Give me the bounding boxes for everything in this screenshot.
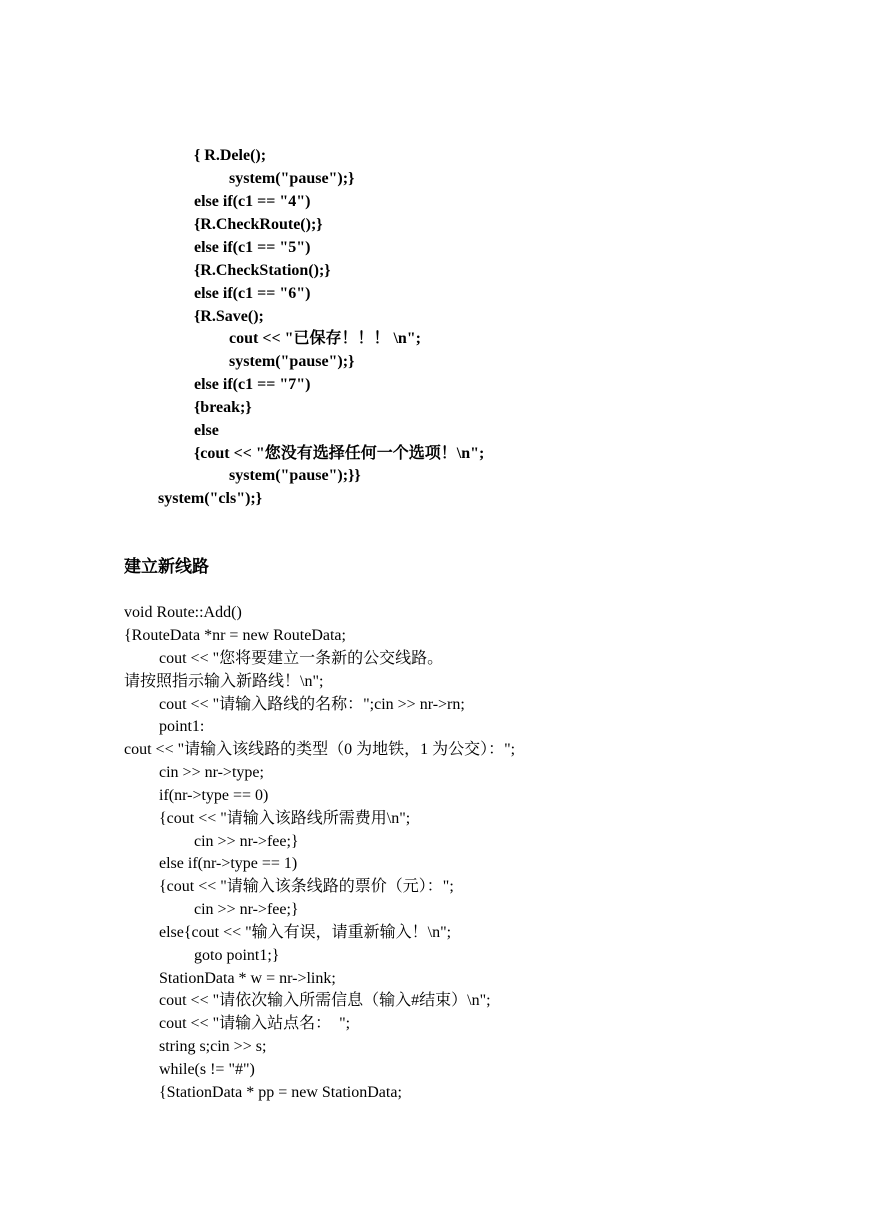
code-line: system("pause");} bbox=[229, 170, 355, 187]
code-line: point1: bbox=[159, 718, 205, 735]
code-line: else if(nr->type == 1) bbox=[159, 855, 298, 872]
code-line: {StationData * pp = new StationData; bbox=[159, 1084, 402, 1101]
code-line: else bbox=[194, 422, 219, 439]
code-line: cout << "请输入路线的名称：";cin >> nr->rn; bbox=[159, 696, 465, 713]
code-line: else if(c1 == "5") bbox=[194, 239, 311, 256]
code-line: StationData * w = nr->link; bbox=[159, 970, 336, 987]
code-line: cout << "请输入该线路的类型（0 为地铁，1 为公交）："; bbox=[124, 741, 516, 758]
code-line: {cout << "请输入该条线路的票价（元）："; bbox=[159, 878, 454, 895]
section-heading: 建立新线路 bbox=[124, 557, 209, 576]
code-line: else if(c1 == "7") bbox=[194, 376, 311, 393]
code-line: cin >> nr->fee;} bbox=[194, 833, 299, 850]
code-line: 请按照指示输入新路线！\n"; bbox=[124, 673, 324, 690]
code-line: {R.Save(); bbox=[194, 308, 264, 325]
code-line: cout << "您将要建立一条新的公交线路。 bbox=[159, 650, 444, 667]
code-line: else if(c1 == "6") bbox=[194, 285, 311, 302]
code-line: { R.Dele(); bbox=[194, 147, 267, 164]
code-line: {RouteData *nr = new RouteData; bbox=[124, 627, 346, 644]
code-line: system("pause");} bbox=[229, 353, 355, 370]
code-line: while(s != "#") bbox=[159, 1061, 255, 1078]
code-line: cin >> nr->fee;} bbox=[194, 901, 299, 918]
code-line: {cout << "请输入该路线所需费用\n"; bbox=[159, 810, 411, 827]
code-line: cout << "请依次输入所需信息（输入#结束）\n"; bbox=[159, 992, 491, 1009]
code-line: else{cout << "输入有误，请重新输入！\n"; bbox=[159, 924, 452, 941]
code-line: goto point1;} bbox=[194, 947, 280, 964]
code-line: if(nr->type == 0) bbox=[159, 787, 269, 804]
code-line: else if(c1 == "4") bbox=[194, 193, 311, 210]
code-line: system("pause");}} bbox=[229, 467, 361, 484]
code-line: system("cls");} bbox=[158, 490, 263, 507]
code-line: cout << "请输入站点名： "; bbox=[159, 1015, 351, 1032]
code-line: {R.CheckRoute();} bbox=[194, 216, 323, 233]
code-line: string s;cin >> s; bbox=[159, 1038, 267, 1055]
code-line: {cout << "您没有选择任何一个选项！\n"; bbox=[194, 445, 485, 462]
code-line: {R.CheckStation();} bbox=[194, 262, 331, 279]
code-line: cout << "已保存！！！ \n"; bbox=[229, 330, 422, 347]
code-line: cin >> nr->type; bbox=[159, 764, 264, 781]
code-line: {break;} bbox=[194, 399, 252, 416]
code-line: void Route::Add() bbox=[124, 604, 242, 621]
